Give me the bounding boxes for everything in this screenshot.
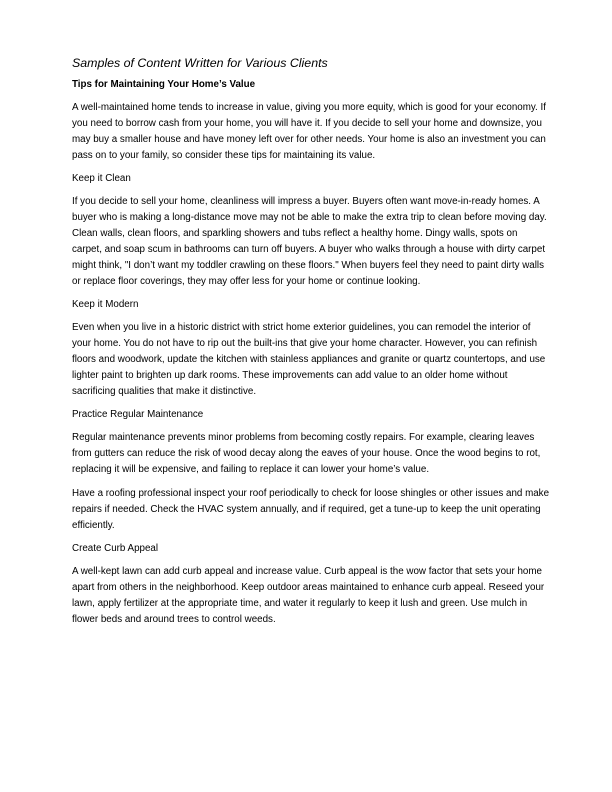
section-keep-it-clean [72,172,550,290]
intro-paragraph: A well-maintained home tends to increase in value, giving you more equity, which is good for your economy. If you need to borrow cash from your home, you will have it. If you decide to sell your home and downsize, you may buy a smaller house and have money left over for other needs. Your home is also an investment you can pass on to your family, so consider these tips for maintaining its value. [72,102,546,161]
section-paragraph: Even when you live in a historic district with strict home exterior guidelines, you can remodel the interior of your home. You do not have to rip out the built-ins that give your home character. However, you can refinish floors and woodwork, update the kitchen with stainless appliances and granite or quartz countertops, and use lighter paint to brighten up dark rooms. These improvements can add value to an older home without sacrificing qualities that make it distinctive. [72,322,546,397]
section-paragraph: Have a roofing professional inspect your roof periodically to check for loose shingles or other issues and make repairs if needed. Check the HVAC system annually, and if required, get a tune-up to keep the unit operating efficiently. [72,488,550,531]
section-curb-appeal [72,542,550,628]
section-heading: Create Curb Appeal [72,543,159,554]
document-page [72,55,550,636]
section-paragraph: A well-kept lawn can add curb appeal and increase value. Curb appeal is the wow factor that sets your home apart from others in the neighborhood. Keep outdoor areas maintained to enhance curb appeal. Reseed your lawn, apply fertilizer at the appropriate time, and water it regularly to keep it lush and green. Use mulch in flower beds and around trees to control weeds. [72,566,545,625]
article-title: Tips for Maintaining Your Home’s Value [72,79,256,90]
section-keep-it-modern [72,298,550,400]
section-paragraph: If you decide to sell your home, cleanliness will impress a buyer. Buyers often want move-in-ready homes. A buyer who is making a long-distance move may not be able to make the extra trip to clean before moving day. Clean walls, clean floors, and sparkling showers and tubs reflect a healthy home. Dingy walls, spots on carpet, and soap scum in bathrooms can turn off buyers. A buyer who walks through a house with dirty carpet might think, "I don’t want my toddler crawling on these floors." When buyers feel they need to paint dirty walls or replace floor coverings, they may offer less for your home or continue looking. [72,196,547,287]
document-title: Samples of Content Written for Various Clients [72,56,328,70]
section-heading: Keep it Modern [72,299,139,310]
section-heading: Keep it Clean [72,173,131,184]
section-heading: Practice Regular Maintenance [72,409,204,420]
section-paragraph: Regular maintenance prevents minor problems from becoming costly repairs. For example, clearing leaves from gutters can reduce the risk of wood decay along the eaves of your house. Once the wood begins to rot, replacing it will be expensive, and failing to replace it can lower your home’s value. [72,432,541,475]
section-regular-maintenance [72,408,550,534]
